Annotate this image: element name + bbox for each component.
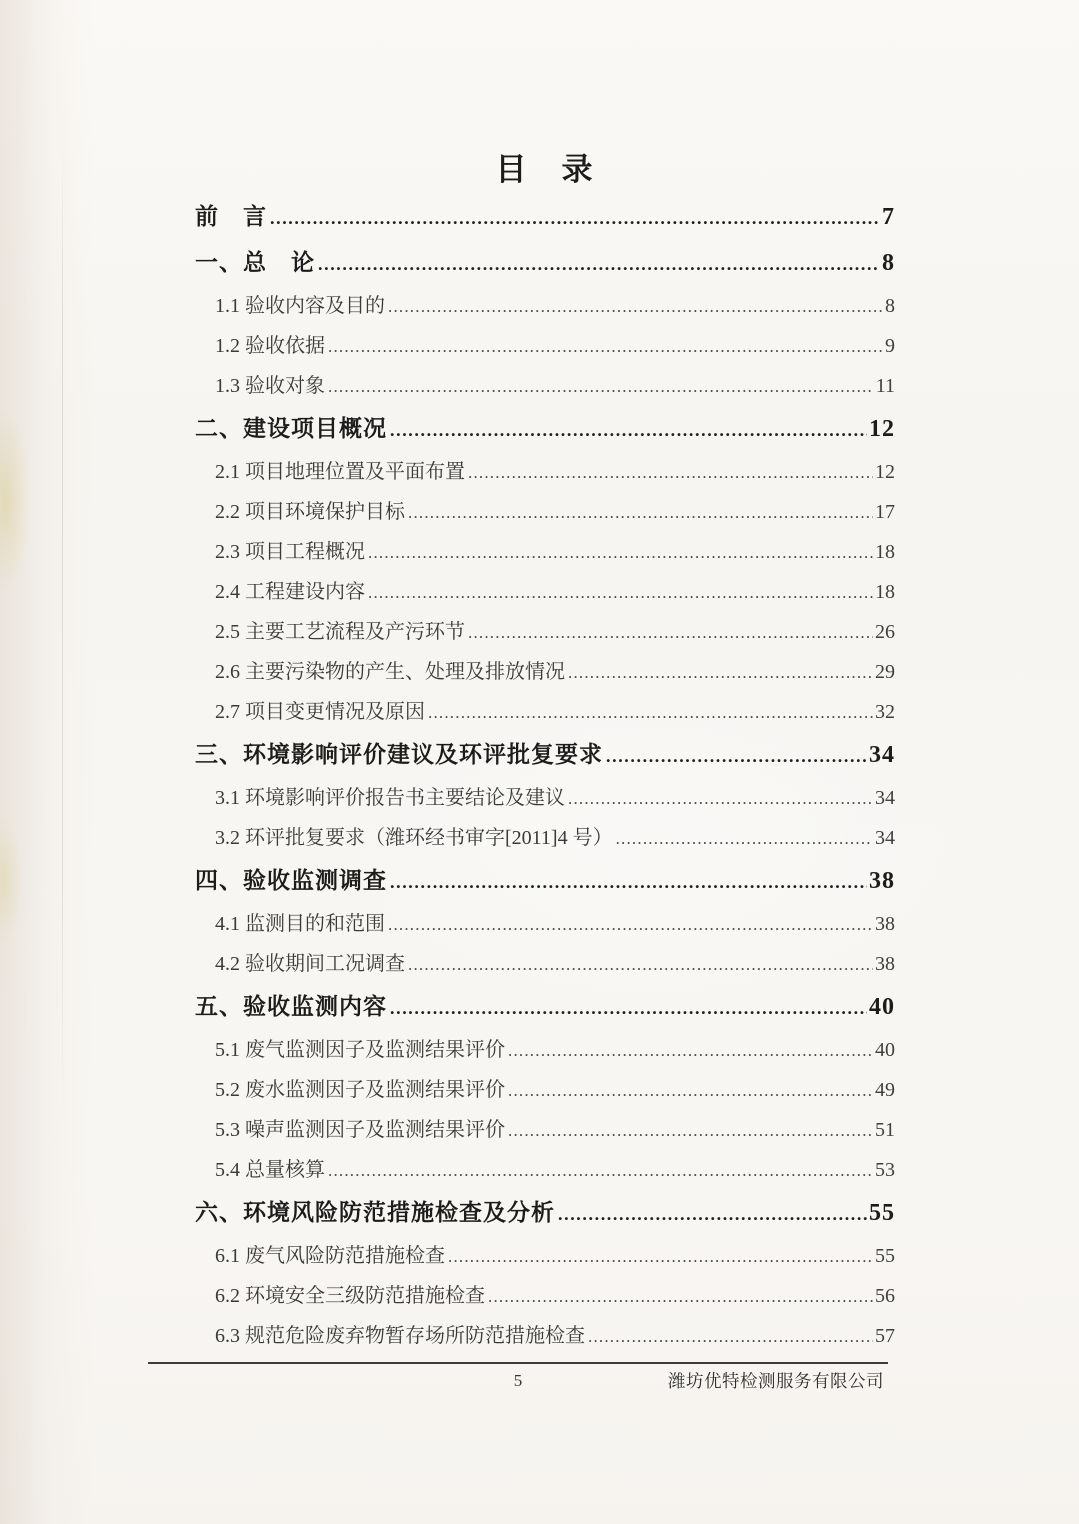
toc-entry (195, 532, 895, 572)
toc-entry-label: 2.7 项目变更情况及原因 (215, 701, 425, 723)
footer-page-number: 5 (513, 1371, 523, 1390)
toc-entry-page-number: 9 (885, 335, 895, 357)
toc-entry-page-number: 8 (885, 295, 895, 317)
toc-dot-leader (445, 1237, 873, 1277)
toc-dot-leader (555, 1191, 867, 1237)
toc-entry-page-number: 18 (875, 541, 895, 563)
toc-entry (195, 692, 895, 732)
toc-entry-label: 二、建设项目概况 (195, 416, 387, 441)
toc-dot-leader (365, 573, 873, 613)
toc-entry (195, 406, 895, 452)
toc-entry (195, 492, 895, 532)
toc-entry-page-number: 40 (869, 994, 895, 1020)
toc-dot-leader (325, 327, 883, 367)
toc-entry-page-number: 34 (869, 742, 895, 768)
toc-entry (195, 452, 895, 492)
toc-entry-page-number: 12 (869, 416, 895, 442)
toc-entry-page-number: 11 (875, 375, 895, 397)
toc-dot-leader (603, 733, 867, 779)
toc-dot-leader (505, 1031, 873, 1071)
toc-dot-leader (325, 367, 874, 407)
toc-entry-page-number: 40 (875, 1039, 895, 1061)
toc-entry-label: 前 言 (195, 204, 267, 229)
toc-dot-leader (325, 1151, 873, 1191)
toc-entry-label: 3.1 环境影响评价报告书主要结论及建议 (215, 787, 565, 809)
toc-entry-page-number: 49 (875, 1079, 895, 1101)
toc-entry (195, 194, 895, 240)
toc-entry-label: 三、环境影响评价建议及环评批复要求 (195, 742, 603, 767)
toc-entry (195, 984, 895, 1030)
toc-entry-label: 2.5 主要工艺流程及产污环节 (215, 621, 465, 643)
toc-entry-label: 六、环境风险防范措施检查及分析 (195, 1200, 555, 1225)
toc-entry-page-number: 32 (875, 701, 895, 723)
footer-divider (148, 1362, 888, 1364)
toc-entry-page-number: 8 (882, 250, 895, 276)
toc-entry (195, 1030, 895, 1070)
toc-dot-leader (505, 1111, 873, 1151)
toc-dot-leader (505, 1071, 873, 1111)
toc-entry-label: 5.2 废水监测因子及监测结果评价 (215, 1079, 505, 1101)
toc-entry-label: 2.3 项目工程概况 (215, 541, 365, 563)
toc-entry-label: 1.2 验收依据 (215, 335, 325, 357)
toc-entry (195, 1190, 895, 1236)
toc-dot-leader (315, 241, 880, 287)
toc-entry (195, 818, 895, 858)
toc-entry (195, 778, 895, 818)
toc-entry-label: 一、总 论 (195, 250, 315, 275)
toc-entry-label: 6.2 环境安全三级防范措施检查 (215, 1285, 485, 1307)
toc-dot-leader (585, 1317, 873, 1357)
toc-entry (195, 1070, 895, 1110)
toc-entry-label: 5.1 废气监测因子及监测结果评价 (215, 1039, 505, 1061)
toc-entry-page-number: 38 (869, 868, 895, 894)
footer-row (148, 1366, 888, 1396)
toc-content (195, 0, 895, 1356)
toc-entry-label: 6.1 废气风险防范措施检查 (215, 1245, 445, 1267)
toc-entry-page-number: 38 (875, 953, 895, 975)
toc-entry-label: 2.2 项目环境保护目标 (215, 501, 405, 523)
toc-entry-page-number: 55 (875, 1245, 895, 1267)
toc-entry (195, 240, 895, 286)
toc-entry-label: 2.6 主要污染物的产生、处理及排放情况 (215, 661, 565, 683)
toc-dot-leader (405, 945, 873, 985)
toc-dot-leader (405, 493, 873, 533)
toc-entry (195, 326, 895, 366)
toc-dot-leader (385, 287, 883, 327)
toc-dot-leader (565, 779, 873, 819)
toc-dot-leader (485, 1277, 873, 1317)
toc-entry (195, 572, 895, 612)
toc-dot-leader (387, 985, 867, 1031)
toc-entry-label: 1.1 验收内容及目的 (215, 295, 385, 317)
toc-dot-leader (425, 693, 873, 733)
toc-entry-page-number: 34 (875, 787, 895, 809)
toc-entry-page-number: 29 (875, 661, 895, 683)
toc-dot-leader (385, 905, 873, 945)
toc-entry-label: 3.2 环评批复要求（潍环经书审字[2011]4 号） (215, 827, 613, 849)
toc-entry (195, 904, 895, 944)
toc-entry-label: 1.3 验收对象 (215, 375, 325, 397)
toc-entry-page-number: 56 (875, 1285, 895, 1307)
toc-dot-leader (465, 613, 873, 653)
toc-entry-page-number: 7 (882, 204, 895, 230)
toc-entry (195, 286, 895, 326)
toc-entry (195, 1110, 895, 1150)
toc-entry-page-number: 26 (875, 621, 895, 643)
toc-entry (195, 1236, 895, 1276)
toc-entry (195, 612, 895, 652)
toc-list (195, 194, 895, 1356)
toc-entry (195, 1150, 895, 1190)
toc-entry-page-number: 17 (875, 501, 895, 523)
toc-entry-page-number: 18 (875, 581, 895, 603)
toc-entry-label: 5.4 总量核算 (215, 1159, 325, 1181)
toc-entry-page-number: 34 (875, 827, 895, 849)
toc-entry-label: 五、验收监测内容 (195, 994, 387, 1019)
toc-entry-label: 4.2 验收期间工况调查 (215, 953, 405, 975)
toc-entry-page-number: 57 (875, 1325, 895, 1347)
toc-entry (195, 1316, 895, 1356)
toc-entry (195, 652, 895, 692)
toc-dot-leader (267, 195, 880, 241)
toc-dot-leader (613, 819, 873, 859)
toc-dot-leader (387, 407, 867, 453)
toc-entry-page-number: 51 (875, 1119, 895, 1141)
toc-entry-label: 四、验收监测调查 (195, 868, 387, 893)
toc-entry-label: 2.4 工程建设内容 (215, 581, 365, 603)
toc-entry (195, 858, 895, 904)
toc-entry-page-number: 12 (875, 461, 895, 483)
toc-entry (195, 944, 895, 984)
page-title: 目 录 (495, 152, 595, 187)
toc-dot-leader (365, 533, 873, 573)
toc-entry (195, 732, 895, 778)
footer-company-name: 潍坊优特检测服务有限公司 (668, 1371, 884, 1391)
toc-entry-page-number: 38 (875, 913, 895, 935)
toc-entry-page-number: 53 (875, 1159, 895, 1181)
toc-entry-label: 2.1 项目地理位置及平面布置 (215, 461, 465, 483)
toc-entry (195, 1276, 895, 1316)
toc-entry-label: 6.3 规范危险废弃物暂存场所防范措施检查 (215, 1325, 585, 1347)
toc-dot-leader (465, 453, 873, 493)
toc-entry-page-number: 55 (869, 1200, 895, 1226)
toc-dot-leader (565, 653, 873, 693)
page-footer (148, 1362, 888, 1396)
toc-entry (195, 366, 895, 406)
toc-dot-leader (387, 859, 867, 905)
toc-entry-label: 5.3 噪声监测因子及监测结果评价 (215, 1119, 505, 1141)
toc-entry-label: 4.1 监测目的和范围 (215, 913, 385, 935)
